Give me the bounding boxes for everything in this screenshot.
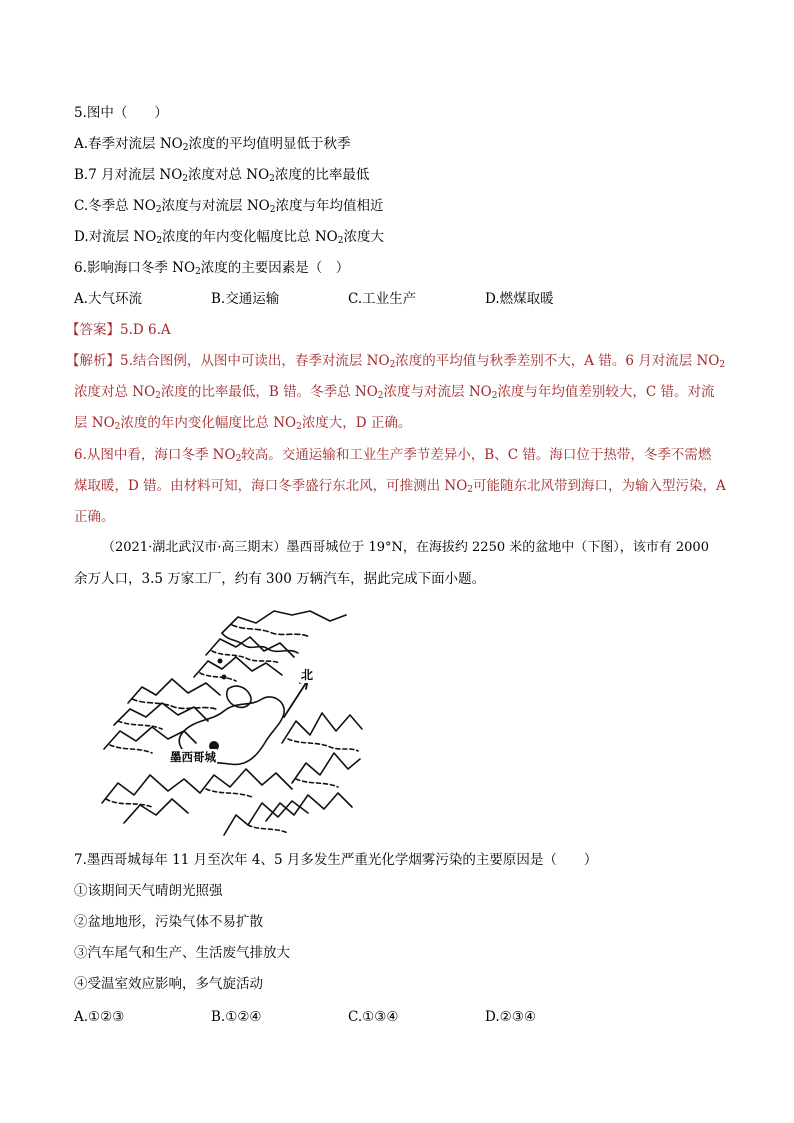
analysis-line-1: 【解析】5.结合图例，从图中可读出，春季对流层 $NO_2$浓度的平均值与秋季差别不大，A 错。6 月对流层 $NO_2$: [66, 353, 726, 370]
answer-tag: 【答案】: [66, 322, 120, 338]
mexico-city-basin-map: [96, 603, 364, 837]
analysis-line-4: 6.从图中看，海口冬季 $NO_2$较高。交通运输和工业生产季节差异小，B、C 错。海口位于热带，冬季不需燃: [74, 447, 712, 464]
intro-line-1: （2021·湖北武汉市·高三期末）墨西哥城位于 19°N，在海拔约 2250 米的盆地中（下图），该市有 2000: [102, 540, 709, 555]
q7-option-c: C.①③④: [348, 1009, 399, 1025]
q6-option-c: C.工业生产: [348, 291, 417, 307]
q7-stem: 7.墨西哥城每年 11 月至次年 4、5 月多发生严重光化学烟雾污染的主要原因是（ ）: [74, 852, 598, 868]
q7-option-b: B.①②④: [211, 1009, 262, 1025]
q7-options: [74, 1008, 724, 1026]
analysis-line-2: 浓度对总 $NO_2$浓度的比率最低，B 错。冬季总 $NO_2$浓度与对流层 $NO_2$浓度与年均值差别较大，C 错。对流: [74, 384, 715, 401]
analysis-line-5: 煤取暖，D 错。由材料可知，海口冬季盛行东北风，可推测出 $NO_2$可能随东北风带到海口，为输入型污染，A: [74, 478, 726, 495]
q7-item-2: ②盆地地形，污染气体不易扩散: [74, 914, 263, 930]
q5-option-b: B.7 月对流层 $NO_2$浓度对总 $NO_2$浓度的比率最低: [74, 167, 370, 184]
q7-option-d: D.②③④: [485, 1009, 536, 1025]
analysis-line-3: 层 $NO_2$浓度的年内变化幅度比总 $NO_2$浓度大，D 正确。: [74, 415, 412, 432]
q6-options: [74, 290, 724, 308]
q5-option-a: A.春季对流层 $NO_2$浓度的平均值明显低于秋季: [74, 136, 351, 153]
q6-option-b: B.交通运输: [211, 291, 280, 307]
q7-option-a: A.①②③: [74, 1009, 125, 1025]
q5-option-c: C.冬季总 $NO_2$浓度与对流层 $NO_2$浓度与年均值相近: [74, 198, 384, 215]
q6-stem: 6.影响海口冬季 $NO_2$浓度的主要因素是（ ）: [74, 260, 350, 277]
intro-line-2: 余万人口，3.5 万家工厂，约有 300 万辆汽车，据此完成下面小题。: [74, 571, 486, 587]
city-label: 墨西哥城: [170, 750, 216, 764]
q5-option-d: D.对流层 $NO_2$浓度的年内变化幅度比总 $NO_2$浓度大: [74, 229, 384, 246]
analysis-tag: 【解析】: [66, 353, 120, 369]
q6-option-a: A.大气环流: [74, 291, 143, 307]
answer-text: 5.D 6.A: [120, 322, 171, 338]
q6-option-d: D.燃煤取暖: [485, 291, 554, 307]
q7-item-1: ①该期间天气晴朗光照强: [74, 883, 223, 899]
analysis-line-6: 正确。: [74, 509, 115, 525]
north-label: 北: [301, 668, 314, 682]
q5-stem: 5.图中（ ）: [74, 105, 168, 121]
answer-line: [66, 321, 171, 339]
q7-item-4: ④受温室效应影响，多气旋活动: [74, 976, 263, 992]
q7-item-3: ③汽车尾气和生产、生活废气排放大: [74, 945, 290, 961]
